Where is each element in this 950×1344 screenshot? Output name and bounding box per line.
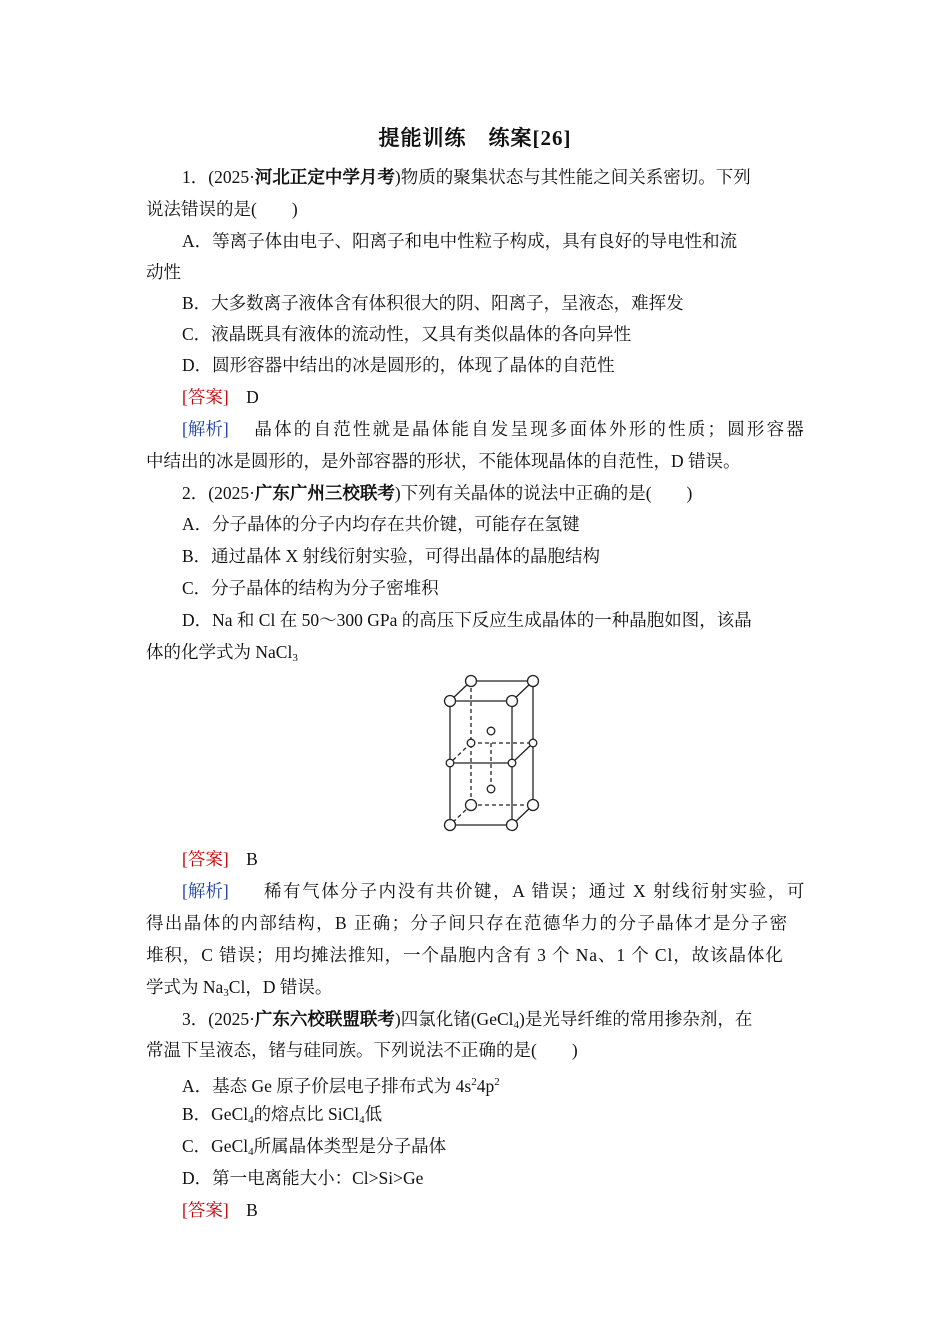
answer-tag: [答案] [182,387,229,407]
atom-large [466,800,477,811]
atom-small [508,759,516,767]
atom-large [445,820,456,831]
q1-source: 河北正定中学月考 [254,167,395,187]
analysis-tag: [解析] [182,419,229,439]
q2-source: 广东广州三校联考 [254,483,395,503]
q3-source: 广东六校联盟联考 [254,1009,395,1029]
q2-option-a: A．分子晶体的分子内均存在共价键，可能存在氢键 [182,514,580,534]
q1-option-a-line1: A．等离子体由电子、阳离子和电中性粒子构成，具有良好的导电性和流 [182,231,738,251]
q2-option-d-line1: D．Na 和 Cl 在 50～300 GPa 的高压下反应生成晶体的一种晶胞如图，该晶 [182,610,752,630]
atom-large [507,820,518,831]
atom-small [487,727,495,735]
q1-stem-line1: 1．(2025·河北正定中学月考)物质的聚集状态与其性能之间关系密切。下列 [182,167,751,187]
page-title: 提能训练 练案[26] [378,126,572,150]
q2-option-c: C．分子晶体的结构为分子密堆积 [182,578,439,598]
q2-analysis-line3: 堆积，C 错误；用均摊法推知，一个晶胞内含有 3 个 Na、1 个 Cl，故该晶体化 [146,945,784,965]
atom-large [466,676,477,687]
q1-option-d: D．圆形容器中结出的冰是圆形的，体现了晶体的自范性 [182,355,615,375]
atom-large [507,696,518,707]
q3-option-a: A．基态 Ge 原子价层电子排布式为 $4s^24p^2$ [182,1076,500,1096]
q2-option-d-line2: 体的化学式为 NaCl$_3$ [146,642,298,664]
q1-stem-line2: 说法错误的是( ) [146,199,298,219]
atom-small [529,739,537,747]
q1-option-c: C．液晶既具有液体的流动性，又具有类似晶体的各向异性 [182,324,632,344]
answer-tag: [答案] [182,1200,229,1220]
q2-stem: 2．(2025·广东广州三校联考)下列有关晶体的说法中正确的是( ) [182,483,693,503]
q3-option-d: D．第一电离能大小：Cl>Si>Ge [182,1168,424,1188]
q1-analysis-line2: 中结出的冰是圆形的，是外部容器的形状，不能体现晶体的自范性，D 错误。 [146,451,741,471]
atom-large [445,696,456,707]
answer-tag: [答案] [182,849,229,869]
analysis-tag: [解析] [182,881,229,901]
q2-answer: [答案] B [182,849,258,869]
q1-analysis-line1: [解析] 晶体的自范性就是晶体能自发呈现多面体外形的性质；圆形容器 [182,416,806,442]
q1-answer: [答案] D [182,387,259,407]
atom-large [528,800,539,811]
q1-option-a-line2: 动性 [146,262,181,282]
q2-analysis-line1: [解析] 稀有气体分子内没有共价键，A 错误；通过 X 射线衍射实验，可 [182,878,806,904]
atom-small [487,785,495,793]
unit-cell-figure [440,672,544,834]
atom-small [467,739,475,747]
q1-option-b: B．大多数离子液体含有体积很大的阴、阳离子，呈液态，难挥发 [182,293,684,313]
atom-small [446,759,454,767]
q2-analysis-line4: 学式为 $Na_3Cl$，D 错误。 [146,977,333,999]
q3-stem-line1: 3．(2025·广东六校联盟联考)四氯化锗(GeCl$_4$)是光导纤维的常用掺杂剂，在 [182,1009,753,1031]
atom-large [528,676,539,687]
q2-option-b: B．通过晶体 X 射线衍射实验，可得出晶体的晶胞结构 [182,546,601,566]
q2-analysis-line2: 得出晶体的内部结构，B 正确；分子间只存在范德华力的分子晶体才是分子密 [146,913,789,933]
hidden-edges [450,681,533,825]
q3-option-c: C．GeCl$_4$所属晶体类型是分子晶体 [182,1136,447,1158]
q3-option-b: B．GeCl$_4$的熔点比 SiCl$_4$低 [182,1104,383,1126]
q3-answer: [答案] B [182,1200,258,1220]
q3-stem-line2: 常温下呈液态，锗与硅同族。下列说法不正确的是( ) [146,1040,578,1060]
